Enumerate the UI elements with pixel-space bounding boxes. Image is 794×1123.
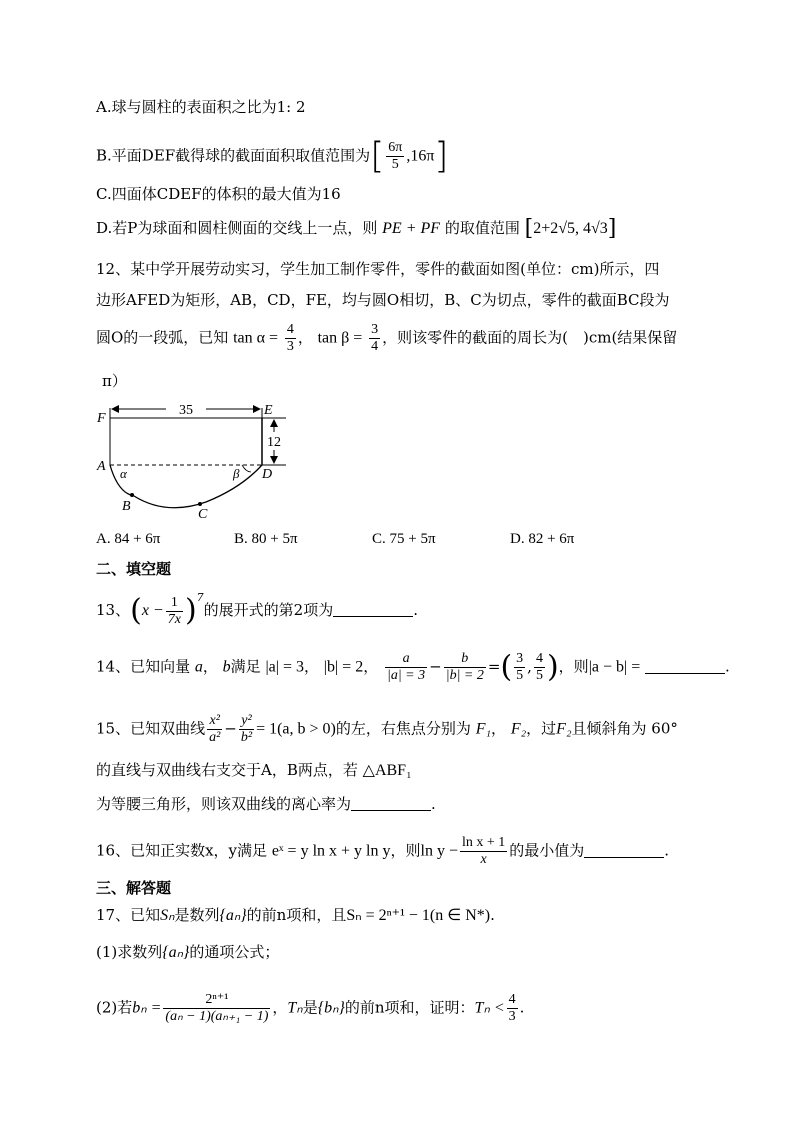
paren-open: ( — [500, 649, 513, 685]
q15-mid3: 且倾斜角为 60° — [571, 719, 678, 738]
answer-blank[interactable] — [645, 659, 725, 674]
label-b: B — [122, 499, 131, 514]
label-c: C — [198, 507, 208, 522]
period: . — [431, 795, 436, 813]
q12-option-a: A. 84 + 6π — [96, 531, 161, 547]
frac-numerator: x² — [207, 713, 222, 730]
frac-numerator: 4 — [508, 992, 516, 1007]
q14-frac-3-5 — [514, 651, 525, 684]
q17-bn: bₙ = — [132, 999, 162, 1017]
q15-line1: 15、已知双曲线 $\frac{\text{x²}}{\text{a²}}$ − $\frac{\text{y²}}{\text{b²}}$ = 1(a, b > 0)的左，右焦点分别为 F₁， F₂，过F₂且倾斜角为 60° — [96, 713, 678, 745]
bracket-open: [ — [524, 216, 534, 241]
frac-denominator: 5 — [535, 668, 543, 683]
q17-bn-seq: {bₙ} — [317, 999, 345, 1017]
q12-option-d: D. 82 + 6π — [510, 531, 575, 547]
q16-prefix: 16、已知正实数x，y满足 — [96, 841, 268, 860]
frac-numerator: 6π — [388, 140, 403, 155]
q15-line3 — [96, 794, 436, 814]
q15-frac-y — [239, 713, 254, 746]
q13 — [96, 588, 418, 628]
q14-ask: |a − b| = — [588, 658, 641, 676]
q14: 14、已知向量 a， b满足 |a| = 3， |b| = 2， $\frac{a}{|a| = 3}$ − $\frac{b}{|b| = 2}$ =( $\frac{3}{5}$ , $\frac{4}{5}$ )，则|a − b| = . — [96, 649, 730, 685]
frac-numerator: a — [385, 651, 427, 668]
frac-denominator: 5 — [516, 668, 524, 683]
q12-line3: 圆O的一段弧，已知 tan α = $\frac{4}{3}$ ， tan β = $\frac{3}{4}$ ，则该零件的截面的周长为( )cm(结果保留 — [96, 322, 678, 354]
q15-triangle: △ABF₁ — [362, 762, 412, 779]
q12-line3-b: ，则该零件的截面的周长为( )cm(结果保留 — [382, 328, 678, 347]
period: . — [519, 998, 525, 1017]
q11-option-c: C.四面体CDEF的体积的最大值为16 — [96, 185, 341, 203]
q17-comma: ， — [272, 998, 288, 1017]
q11-d-range: 2+2√5, 4√3 — [533, 220, 608, 237]
frac-denominator: |b| = 2 — [445, 668, 484, 683]
frac-denominator: 4 — [371, 339, 379, 354]
frac-denominator: b² — [240, 730, 253, 745]
q16 — [96, 835, 669, 868]
q11-option-b — [96, 135, 449, 177]
bracket-open: [ — [370, 135, 385, 177]
dim-label-35: 35 — [179, 403, 193, 418]
q17-ineq-frac — [507, 992, 518, 1025]
q17-part2 — [96, 992, 524, 1025]
period: . — [725, 657, 730, 676]
q15-line3-text: 为等腰三角形，则该双曲线的离心率为 — [96, 795, 352, 813]
q17-an-seq-2: {aₙ} — [162, 944, 190, 961]
q16-mid: ，则 — [390, 841, 421, 860]
paren-open: ( — [130, 593, 142, 628]
q15-mid: 的左，右焦点分别为 — [335, 719, 471, 738]
q11-option-d — [96, 218, 616, 239]
q15-line2-text: 的直线与双曲线右支交于A，B两点，若 — [96, 761, 358, 779]
q11-option-b-text: B.平面DEF截得球的截面面积取值范围为 — [96, 146, 371, 165]
f2-second: F₂ — [556, 720, 572, 738]
q14-frac-4-5 — [534, 651, 545, 684]
q17-line1 — [96, 905, 495, 926]
q14-then: ，则 — [558, 657, 589, 676]
q13-prefix: 13、 — [96, 601, 131, 619]
q17-sn-eq: Sₙ = 2ⁿ⁺¹ − 1(n ∈ N*) — [346, 907, 491, 924]
answer-blank[interactable] — [584, 843, 664, 858]
q17-part1 — [96, 942, 279, 963]
q15-mid2: ，过 — [526, 719, 557, 738]
frac-denominator: 7x — [167, 611, 181, 627]
q17-sn: Sₙ — [160, 907, 175, 924]
q17-mid: 是数列 — [174, 906, 220, 924]
tan-beta: tan β = — [317, 329, 363, 347]
frac-numerator: 4 — [535, 651, 543, 666]
q14-abs-b: |b| = 2 — [323, 658, 364, 676]
q14-frac-b — [444, 651, 486, 684]
q12-option-b: B. 80 + 5π — [234, 531, 298, 547]
q15-eq-rest: = 1(a, b > 0) — [256, 720, 336, 738]
q17-prefix: 17、已知 — [96, 906, 161, 924]
vector-b: b — [222, 658, 231, 676]
q16-frac — [460, 835, 507, 868]
q15-line2 — [96, 760, 412, 781]
q15-prefix: 15、已知双曲线 — [96, 719, 206, 738]
q14-prefix: 14、已知向量 — [96, 657, 191, 676]
bracket-close: ] — [434, 135, 449, 177]
period: . — [664, 841, 670, 860]
q17-mid2: 的前n项和，且 — [246, 906, 347, 924]
frac-denominator: (aₙ − 1)(aₙ₊₁ − 1) — [165, 1009, 269, 1024]
paren-close: ) — [546, 649, 559, 685]
q17-mid3: 的前n项和，证明： — [344, 998, 475, 1017]
frac-numerator: 1 — [166, 595, 183, 612]
label-d: D — [262, 467, 273, 482]
q13-expr: x − — [141, 602, 164, 619]
label-beta: β — [233, 466, 240, 481]
q16-suffix: 的最小值为 — [509, 841, 585, 860]
f2: F₂ — [510, 720, 527, 738]
q17-mid2: 是 — [302, 998, 318, 1017]
frac-denominator: |a| = 3 — [386, 668, 426, 683]
q12-line3-a: 圆O的一段弧，已知 — [96, 328, 229, 347]
q17-an-seq: {aₙ} — [219, 907, 247, 924]
frac-denominator: 3 — [286, 339, 294, 354]
part-cross-section-figure — [96, 398, 296, 523]
label-f: F — [97, 411, 106, 426]
period: . — [490, 906, 495, 924]
frac-numerator: 2ⁿ⁺¹ — [163, 992, 270, 1009]
frac-numerator: b — [444, 651, 486, 668]
q17-part1-prefix: (1)求数列 — [96, 943, 163, 961]
f1: F₁ — [475, 720, 492, 738]
tan-alpha-frac — [285, 322, 296, 355]
q11-d-mid: 的取值范围 — [444, 219, 520, 237]
frac-denominator: a² — [209, 730, 221, 745]
frac-numerator: 3 — [371, 322, 379, 337]
q14-frac-a — [385, 651, 427, 684]
frac-denominator: x — [480, 852, 487, 867]
q13-exponent: 7 — [196, 591, 204, 604]
label-a: A — [97, 459, 106, 474]
point-b — [130, 493, 134, 497]
angle-beta-arc — [242, 465, 251, 472]
q12-line2: 边形AFED为矩形，AB，CD，FE，均与圆O相切，B、C为切点，零件的截面BC段为 — [96, 291, 670, 309]
q16-eq: eˣ = y ln x + y ln y — [271, 842, 391, 860]
q13-suffix: 的展开式的第2项为 — [203, 601, 334, 619]
q12-line1: 12、某中学开展劳动实习，学生加工制作零件，零件的截面如图(单位：cm)所示，四 — [96, 260, 660, 278]
q15-frac-x — [207, 713, 222, 746]
paren-close: ) — [184, 593, 197, 628]
frac-denominator: 5 — [391, 157, 399, 172]
q11-option-d-text: D.若P为球面和圆柱侧面的交线上一点，则 — [96, 219, 378, 237]
q14-abs-a: |a| = 3 — [265, 658, 304, 676]
period: . — [413, 601, 418, 619]
frac-numerator: y² — [239, 713, 254, 730]
label-e: E — [264, 403, 273, 418]
bracket-close: ] — [607, 216, 617, 241]
answer-blank[interactable] — [351, 796, 431, 811]
q11-d-expr: PE + PF — [382, 220, 441, 237]
q13-frac — [166, 595, 183, 628]
q17-part1-suffix: 的通项公式； — [189, 943, 280, 961]
q11-b-range-rest: ,16π — [406, 147, 435, 165]
vector-a: a — [194, 658, 203, 676]
frac-numerator: 4 — [286, 322, 294, 337]
q12-line4: π） — [102, 372, 127, 390]
q17-part2-prefix: (2)若 — [96, 998, 133, 1017]
answer-blank[interactable] — [333, 602, 413, 617]
tan-beta-frac — [369, 322, 380, 355]
q17-tn: Tₙ — [287, 999, 303, 1017]
tan-alpha: tan α = — [233, 329, 279, 347]
section-title-fill-in: 二、填空题 — [96, 560, 172, 578]
frac-numerator: 3 — [516, 651, 524, 666]
point-c — [198, 502, 202, 506]
q14-mid1: 满足 — [230, 657, 261, 676]
q16-expr: ln y − — [420, 842, 458, 860]
q12-option-c: C. 75 + 5π — [372, 531, 436, 547]
q17-bn-frac — [163, 992, 270, 1025]
q17-tn-lt: Tₙ < — [474, 999, 505, 1017]
frac-denominator: 3 — [508, 1009, 516, 1024]
q11-option-a: A.球与圆柱的表面积之比为1: 2 — [96, 98, 306, 116]
section-title-solutions: 三、解答题 — [96, 879, 172, 897]
dim-label-12: 12 — [267, 435, 281, 450]
frac-numerator: ln x + 1 — [461, 835, 506, 850]
label-alpha: α — [120, 466, 127, 481]
q11-b-frac — [386, 140, 404, 173]
